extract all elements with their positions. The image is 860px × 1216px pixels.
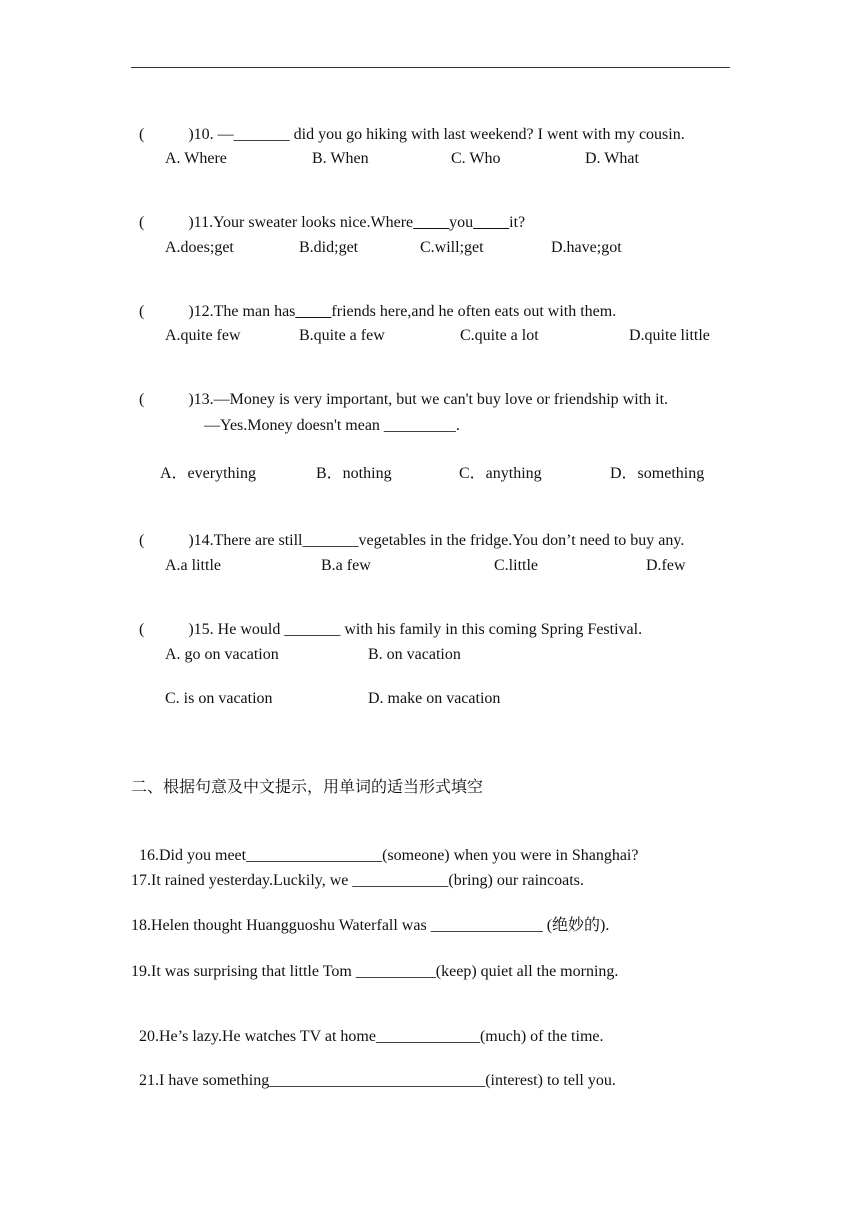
question-10: [131, 105, 685, 145]
q10-text: )10. —_______ did you go hiking with last weekend? I went with my cousin.: [144, 126, 685, 143]
q16-post: (someone) when you were in Shanghai?: [382, 847, 639, 864]
q14-post: vegetables in the fridge.You don’t need to buy any.: [358, 532, 685, 549]
q11-post: it?: [509, 214, 526, 231]
q13-option-a: A．everything: [160, 465, 256, 482]
q12-pre: )12.The man has: [144, 303, 296, 320]
q13-reply: —Yes.Money doesn't mean _________.: [204, 417, 460, 434]
q11-option-b: B.did;get: [299, 239, 359, 256]
q21-pre: 21.I have something: [139, 1072, 270, 1089]
question-19: 19.It was surprising that little Tom __________(keep) quiet all the morning.: [131, 963, 619, 980]
q11-option-a: A.does;get: [165, 239, 234, 256]
question-16: [131, 826, 638, 866]
question-20: [131, 1007, 603, 1047]
q14-pre: )14.There are still: [144, 532, 303, 549]
section-2-title: 二、根据句意及中文提示，用单词的适当形式填空: [131, 779, 484, 796]
header-rule: [131, 67, 730, 68]
q10-option-c: C. Who: [451, 150, 501, 167]
q10-paren: (: [139, 126, 145, 143]
q21-post: (interest) to tell you.: [485, 1072, 616, 1089]
q13-option-b: B．nothing: [316, 465, 392, 482]
q14-option-d: D.few: [646, 557, 686, 574]
q15-option-c: C. is on vacation: [165, 690, 273, 707]
question-17: 17.It rained yesterday.Luckily, we ____________(bring) our raincoats.: [131, 872, 584, 889]
q15-text: )15. He would _______ with his family in this coming Spring Festival.: [144, 621, 643, 638]
q11-blank-1: [413, 214, 449, 231]
q14-option-b: B.a few: [321, 557, 371, 574]
q12-post: friends here,and he often eats out with them.: [331, 303, 617, 320]
q20-pre: 20.He’s lazy.He watches TV at home: [139, 1028, 376, 1045]
q12-paren: (: [139, 303, 145, 320]
q20-post: (much) of the time.: [479, 1028, 604, 1045]
q13-text: )13.—Money is very important, but we can't buy love or friendship with it.: [144, 391, 669, 408]
q14-option-a: A.a little: [165, 557, 221, 574]
q13-paren: (: [139, 391, 145, 408]
q11-paren: (: [139, 214, 145, 231]
q10-option-b: B. When: [312, 150, 369, 167]
q16-blank: _________________: [246, 847, 383, 864]
q12-blank: [295, 303, 331, 320]
question-21: [131, 1051, 616, 1091]
question-11: [131, 193, 525, 233]
q11-option-d: D.have;got: [551, 239, 622, 256]
q12-option-b: B.quite a few: [299, 327, 385, 344]
q12-option-d: D.quite little: [629, 327, 710, 344]
question-15: [131, 600, 642, 640]
question-12: [131, 282, 616, 322]
q14-paren: (: [139, 532, 145, 549]
q15-paren: (: [139, 621, 145, 638]
q13-option-d: D．something: [610, 465, 705, 482]
q11-option-c: C.will;get: [420, 239, 484, 256]
q15-option-b: B. on vacation: [368, 646, 461, 663]
q13-option-c: C．anything: [459, 465, 542, 482]
q12-option-a: A.quite few: [165, 327, 241, 344]
q11-pre: )11.Your sweater looks nice.Where: [144, 214, 414, 231]
q12-option-c: C.quite a lot: [460, 327, 539, 344]
q10-option-a: A. Where: [165, 150, 227, 167]
question-14: [131, 511, 684, 551]
question-18: 18.Helen thought Huangguoshu Waterfall was ______________ (绝妙的).: [131, 917, 610, 934]
q14-option-c: C.little: [494, 557, 538, 574]
q14-blank: _______: [302, 532, 359, 549]
q21-blank: ___________________________: [269, 1072, 486, 1089]
q11-mid: you: [449, 214, 474, 231]
q16-pre: 16.Did you meet: [139, 847, 247, 864]
q15-option-a: A. go on vacation: [165, 646, 279, 663]
q11-blank-2: [473, 214, 509, 231]
q15-option-d: D. make on vacation: [368, 690, 501, 707]
q10-option-d: D. What: [585, 150, 639, 167]
q20-blank: _____________: [375, 1028, 480, 1045]
question-13: [131, 370, 668, 410]
